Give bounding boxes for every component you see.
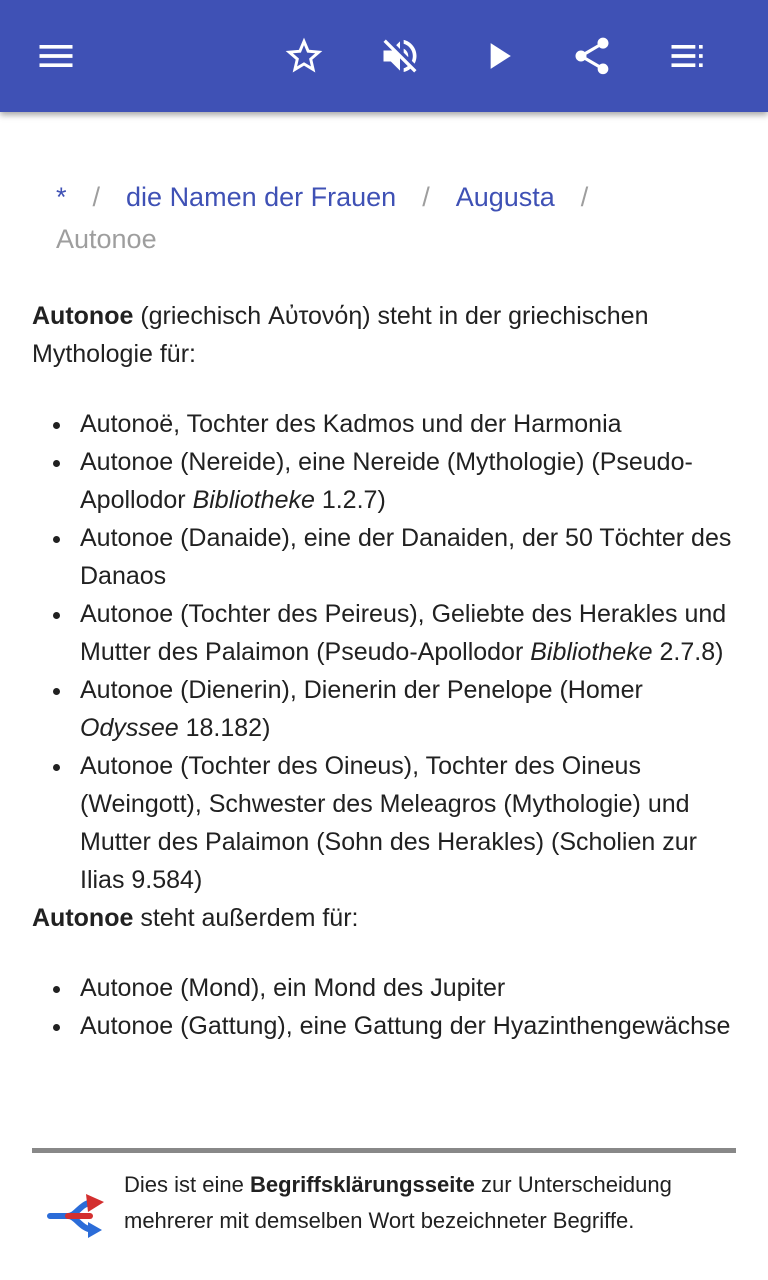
list-item[interactable] xyxy=(80,969,736,1007)
intro-paragraph xyxy=(32,297,736,373)
disambiguation-icon xyxy=(46,1192,106,1240)
list-item[interactable] xyxy=(80,1007,736,1045)
list-item[interactable] xyxy=(80,595,736,671)
breadcrumb-link-augusta[interactable]: Augusta xyxy=(455,182,555,212)
list-item-text: Autonoe (Tochter des Peireus), Geliebte des Herakles und Mutter des Palaimon (Pseudo-Apollodor xyxy=(80,600,727,666)
list-item-text: Autonoe (Gattung), eine Gattung der Hyazinthengewächse xyxy=(80,1012,731,1040)
notice-text-pre: Dies ist eine xyxy=(124,1172,250,1197)
play-button[interactable] xyxy=(470,28,526,84)
list-item-italic: Bibliotheke xyxy=(192,486,315,514)
list-item-text: Autonoe (Mond), ein Mond des Jupiter xyxy=(80,974,506,1002)
list-item-text: Autonoë, Tochter des Kadmos und der Harmonia xyxy=(80,410,622,438)
list-item-text: Autonoe (Nereide), eine Nereide (Mythologie) (Pseudo-Apollodor xyxy=(80,448,693,514)
list-item[interactable] xyxy=(80,747,736,899)
list-item-italic: Odyssee xyxy=(80,714,179,742)
playlist-icon xyxy=(666,34,710,78)
breadcrumb-link-namen[interactable]: die Namen der Frauen xyxy=(126,182,397,212)
list-item-italic: Bibliotheke xyxy=(530,638,653,666)
list-item[interactable] xyxy=(80,405,736,443)
breadcrumb-current: Autonoe xyxy=(56,224,157,254)
menu-icon xyxy=(34,34,78,78)
other-meaning-list xyxy=(32,969,736,1045)
also-text: steht außerdem für: xyxy=(133,904,359,932)
list-item[interactable] xyxy=(80,519,736,595)
list-item-tail: 18.182) xyxy=(178,714,271,742)
article-body xyxy=(32,297,736,1045)
breadcrumb-separator: / xyxy=(422,182,430,212)
notice-text-bold: Begriffsklärungsseite xyxy=(249,1172,475,1197)
app-bar xyxy=(0,0,768,112)
disambiguation-notice xyxy=(124,1167,724,1239)
breadcrumb-link-root[interactable]: * xyxy=(56,182,67,212)
list-item-text: Autonoe (Tochter des Oineus), Tochter des Oineus (Weingott), Schwester des Meleagros (Mythologie) und Mutter des Palaimon (Sohn des Herakles) (Scholien zur Ilias 9.584) xyxy=(80,752,697,894)
list-item-tail: 1.2.7) xyxy=(314,486,386,514)
divider xyxy=(32,1148,736,1153)
list-item[interactable] xyxy=(80,443,736,519)
list-item-text: Autonoe (Dienerin), Dienerin der Penelope (Homer xyxy=(80,676,643,704)
breadcrumb-separator: / xyxy=(92,182,101,212)
mute-button[interactable] xyxy=(372,28,428,84)
star-outline-icon xyxy=(282,34,326,78)
play-icon xyxy=(476,34,520,78)
list-item-text: Autonoe (Danaide), eine der Danaiden, der 50 Töchter des Danaos xyxy=(80,524,732,590)
also-paragraph xyxy=(32,899,736,937)
list-item[interactable] xyxy=(80,671,736,747)
intro-text: (griechisch Αὐτονόη) steht in der griechischen Mythologie für: xyxy=(32,302,649,368)
volume-off-icon xyxy=(378,34,422,78)
share-button[interactable] xyxy=(564,28,620,84)
also-term: Autonoe xyxy=(32,904,134,932)
contents-button[interactable] xyxy=(660,28,716,84)
list-item-tail: 2.7.8) xyxy=(652,638,724,666)
breadcrumb xyxy=(56,176,716,260)
menu-button[interactable] xyxy=(28,28,84,84)
breadcrumb-separator: / xyxy=(580,182,589,212)
bookmark-button[interactable] xyxy=(276,28,332,84)
intro-term: Autonoe xyxy=(32,302,134,330)
meaning-list xyxy=(32,405,736,899)
notice-text-post: zur Unterscheidung mehrerer mit demselben Wort bezeichneter Begriffe. xyxy=(124,1172,672,1233)
share-icon xyxy=(570,34,614,78)
